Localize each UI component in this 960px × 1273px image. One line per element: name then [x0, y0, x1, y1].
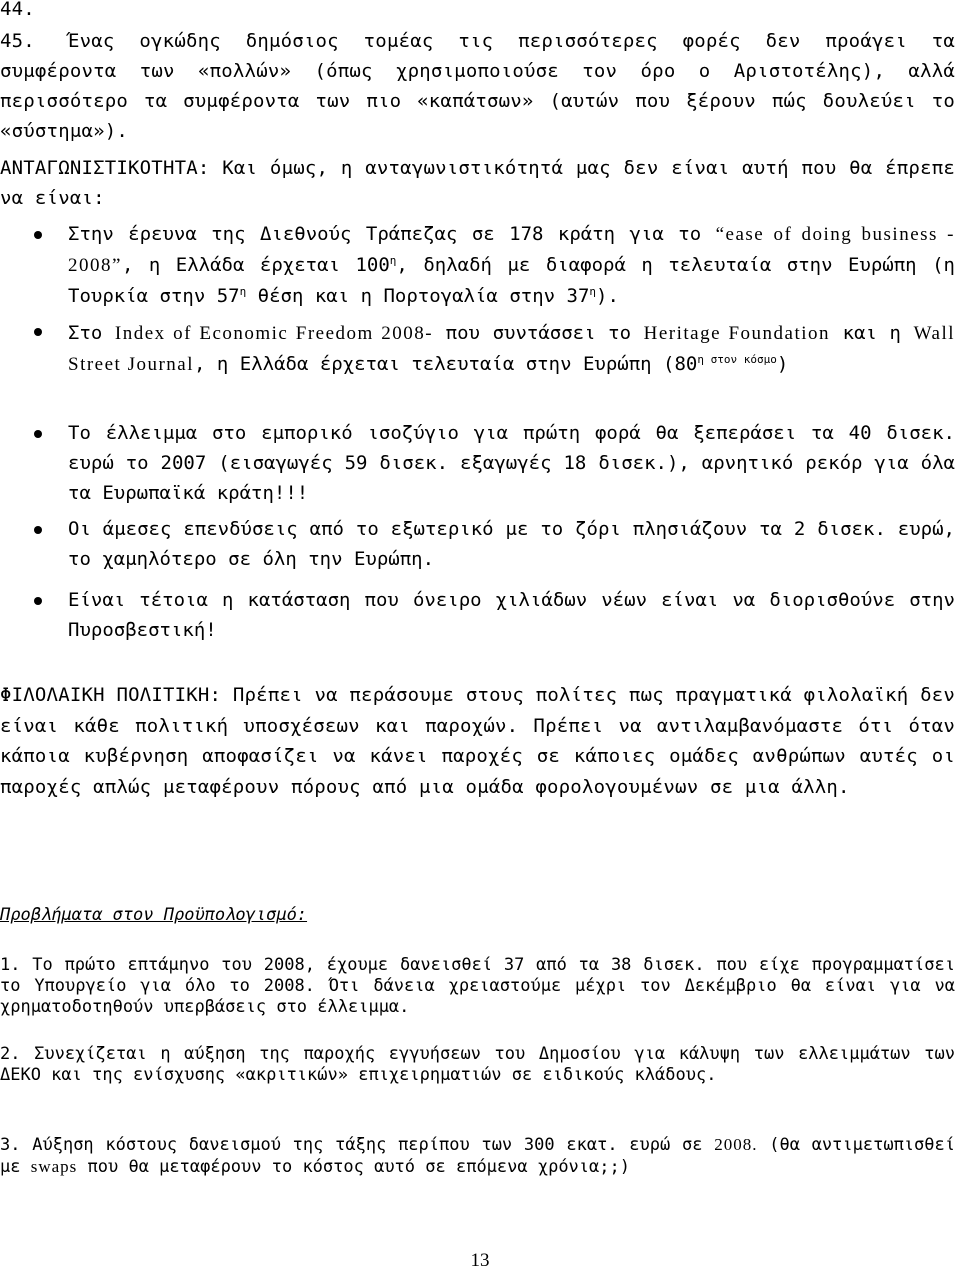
bullet-economic-freedom — [68, 318, 955, 380]
item-45 — [0, 26, 955, 146]
index-of-economic-freedom: Index of Economic Freedom 2008- — [114, 323, 434, 344]
bullet-dot — [34, 328, 42, 336]
point-text: (θα αντιμετωπισθεί με — [0, 1135, 955, 1177]
competitiveness-intro: Και όμως, η ανταγωνιστικότητά μας δεν είναι αυτή που θα έπρεπε να είναι: — [0, 157, 955, 209]
wall-street-journal: Wall Street Journal — [68, 323, 956, 375]
point-year: 2008. — [714, 1135, 758, 1154]
swaps-term: swaps — [30, 1157, 78, 1176]
point-text: Αύξηση κόστους δανεισμού της τάξης περίπου των 300 εκατ. ευρώ σε — [32, 1135, 715, 1155]
superscript: η στον κόσμο — [697, 353, 777, 366]
point-text: Συνεχίζεται η αύξηση της παροχής εγγυήσεων του Δημοσίου για κάλυψη των ελλειμμάτων των ΔΕΚΟ και της ενίσχυσης «ακριτικών» επιχειρηματιών σε ειδικούς κλάδους. — [0, 1044, 955, 1085]
bullet-text: Στην έρευνα της Διεθνούς Τράπεζας σε 178 κράτη για το — [68, 223, 716, 245]
bullet-text: , η Ελλάδα έρχεται 100 — [121, 254, 390, 276]
point-text: που θα μεταφέρουν το κόστος αυτό σε επόμενα χρόνια;;) — [77, 1157, 630, 1177]
point-text: Το πρώτο επτάμηνο του 2008, έχουμε δανεισθεί 37 από τα 38 δισεκ. που είχε προγραμματίσει το Υπουργείο για όλο το 2008. Ότι δάνεια χρειαστούμε μέχρι τον Δεκέμβριο θα είναι για να χρηματοδοτηθούν υπερβάσεις στο έλλειμμα. — [0, 955, 955, 1017]
budget-title: Προβλήματα στον Προϋπολογισμό: — [0, 905, 308, 925]
superscript: η — [589, 285, 597, 298]
point-number: 1. — [0, 955, 21, 975]
bullet-text: Στο — [68, 322, 115, 344]
bullet-text: που συντάσσει το — [433, 322, 644, 344]
budget-point-3 — [0, 1134, 955, 1178]
page-number: 13 — [470, 1250, 490, 1271]
bullet-dot — [34, 430, 42, 438]
bullet-world-bank — [68, 219, 955, 311]
item-44-number: 44. — [0, 0, 35, 20]
bullet-fire-service: Είναι τέτοια η κατάσταση που όνειρο χιλιάδων νέων είναι να διορισθούνε στην Πυροσβεστική! — [68, 589, 955, 641]
competitiveness-paragraph — [0, 153, 955, 213]
philolaiki-heading: ΦΙΛΟΛΑΙΚΗ ΠΟΛΙΤΙΚΗ: — [0, 684, 222, 706]
bullet-text: ). — [596, 285, 619, 307]
competitiveness-heading: ΑΝΤΑΓΩΝΙΣΤΙΚΟΤΗΤΑ: — [0, 157, 210, 179]
bullet-text: και η — [830, 322, 914, 344]
philolaiki-text: Πρέπει να περάσουμε στους πολίτες πως πραγματικά φιλολαϊκή δεν είναι κάθε πολιτική υποσχέσεων και παροχών. Πρέπει να αντιλαμβανόμαστε ότι όταν κάποια κυβέρνηση αποφασίζει να κάνει παροχές σε κάποιες ομάδες ανθρώπων αυτές οι παροχές απλώς μεταφέρουν πόρους από μια ομάδα φορολογουμένων σε μια άλλη. — [0, 684, 955, 798]
item-45-text: Ένας ογκώδης δημόσιος τομέας τις περισσότερες φορές δεν προάγει τα συμφέροντα των «πολλών» (όπως χρησιμοποιούσε τον όρο ο Αριστοτέλης), αλλά περισσότερο τα συμφέροντα των πιο «καπάτσων» (αυτών που ξέρουν πώς δουλεύει το «σύστημα»). — [0, 30, 955, 142]
bullet-text: ) — [776, 353, 789, 375]
bullet-trade-deficit: Το έλλειμμα στο εμπορικό ισοζύγιο για πρώτη φορά θα ξεπεράσει τα 40 δισεκ. ευρώ το 2007 (εισαγωγές 59 δισεκ. εξαγωγές 18 δισεκ.), αρνητικό ρεκόρ για όλα τα Ευρωπαϊκά κράτη!!! — [68, 422, 955, 504]
bullet-text: θέση και η Πορτογαλία στην 37 — [246, 285, 590, 307]
ease-of-doing-business: “ease of doing business - 2008” — [68, 224, 955, 276]
bullet-text: , δηλαδή με διαφορά η τελευταία στην Ευρώπη (η Τουρκία στην 57 — [68, 254, 955, 307]
superscript: η — [389, 254, 397, 267]
budget-point-2 — [0, 1044, 955, 1086]
heritage-foundation: Heritage Foundation — [643, 323, 831, 344]
item-44 — [0, 0, 955, 24]
bullet-dot — [34, 231, 42, 239]
budget-point-1 — [0, 955, 955, 1018]
point-number: 2. — [0, 1044, 21, 1064]
bullet-dot — [34, 597, 42, 605]
item-45-number: 45. — [0, 30, 35, 52]
bullet-dot — [34, 526, 42, 534]
superscript: η — [239, 285, 247, 298]
philolaiki-paragraph — [0, 680, 955, 802]
bullet-text: , η Ελλάδα έρχεται τελευταία στην Ευρώπη (80 — [194, 353, 698, 375]
point-number: 3. — [0, 1135, 21, 1155]
bullet-investments: Οι άμεσες επενδύσεις από το εξωτερικό με το ζόρι πλησιάζουν τα 2 δισεκ. ευρώ, το χαμηλότερο σε όλη την Ευρώπη. — [68, 518, 955, 570]
